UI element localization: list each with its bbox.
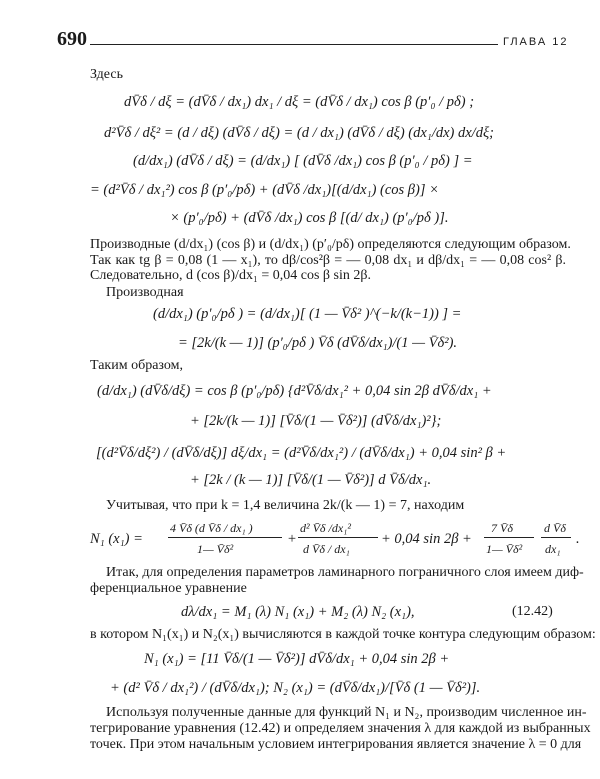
paragraph-4: Учитывая, что при k = 1,4 величина 2k/(k — 1) = 7, находим xyxy=(106,498,465,513)
fraction-3-denominator: 1— V̄δ² xyxy=(486,542,523,556)
paragraph-1-line-1: Производные (d/dx₁) (cos β) и (d/dx₁) (p′₀/pδ) определяются следующим образом. xyxy=(90,237,571,252)
paragraph-3: Таким образом, xyxy=(90,358,183,373)
equation-12-period: . xyxy=(576,531,580,547)
equation-15: + (d² V̄δ / dx₁²) / (dV̄δ/dx₁); N₂ (x₁) = (dV̄δ/dx₁)/[V̄δ (1 — V̄δ²)]. xyxy=(110,680,481,696)
paragraph-1-line-2: Так как tg β = 0,08 (1 — x₁), то dβ/cos²β = — 0,08 dx₁ и dβ/dx₁ = — 0,08 cos² β. xyxy=(90,253,566,268)
equation-2: d²V̄δ / dξ² = (d / dξ) (dV̄δ / dξ) = (d / dx₁) (dV̄δ / dξ) (dx₁/dx) dx/dξ; xyxy=(104,125,494,141)
fraction-2-denominator: d V̄δ / dx₁ xyxy=(303,542,350,556)
fraction-1-bar xyxy=(168,537,282,538)
equation-1: dV̄δ / dξ = (dV̄δ / dx₁) dx₁ / dξ = (dV̄δ / dx₁) cos β (p′₀ / pδ) ; xyxy=(124,94,475,110)
page-header xyxy=(0,0,600,60)
paragraph-2: Производная xyxy=(106,285,184,300)
paragraph-7-line-2: тегрирование уравнения (12.42) и определяем значения λ для каждой из выбранных xyxy=(90,721,591,736)
fraction-2-bar xyxy=(298,537,378,538)
plus-sign: + xyxy=(287,531,297,547)
paragraph-7-line-1: Используя полученные данные для функций N₁ и N₂, производим численное ин- xyxy=(106,705,587,720)
fraction-3-numerator: 7 V̄δ xyxy=(491,521,513,535)
equation-number: (12.42) xyxy=(512,604,553,619)
equation-12-middle: + 0,04 sin 2β + xyxy=(381,531,472,547)
equation-11: + [2k / (k — 1)] [V̄δ/(1 — V̄δ²)] d V̄δ/dx₁. xyxy=(190,472,432,488)
paragraph-6: в котором N₁(x₁) и N₂(x₁) вычисляются в каждой точке контура следующим образом: xyxy=(90,627,596,642)
fraction-1-denominator: 1— V̄δ² xyxy=(197,542,234,556)
equation-14: N₁ (x₁) = [11 V̄δ/(1 — V̄δ²)] dV̄δ/dx₁ + 0,04 sin 2β + xyxy=(144,651,450,667)
equation-13: dλ/dx₁ = M₁ (λ) N₁ (x₁) + M₂ (λ) N₂ (x₁), xyxy=(181,604,415,620)
fraction-4-denominator: dx₁ xyxy=(545,542,561,556)
page-number: 690 xyxy=(57,28,87,50)
header-rule xyxy=(90,44,498,45)
paragraph-7-line-3: точек. При этом начальным условием интегрирования является значение λ = 0 для xyxy=(90,737,582,752)
fraction-1-numerator: 4 V̄δ (d V̄δ / dx₁ ) xyxy=(170,521,253,535)
equation-10: [(d²V̄δ/dξ²) / (dV̄δ/dξ)] dξ/dx₁ = (d²V̄δ/dx₁²) / (dV̄δ/dx₁) + 0,04 sin² β + xyxy=(96,445,507,461)
paragraph-1-line-3: Следовательно, d (cos β)/dx₁ = 0,04 cos β sin 2β. xyxy=(90,268,371,283)
equation-9: + [2k/(k — 1)] [V̄δ/(1 — V̄δ²)] (dV̄δ/dx₁)²}; xyxy=(190,413,442,429)
paragraph-5-line-2: ференциальное уравнение xyxy=(90,581,247,596)
fraction-4-bar xyxy=(541,537,571,538)
equation-12-lhs: N₁ (x₁) = xyxy=(90,531,143,547)
fraction-2-numerator: d² V̄δ /dx₁² xyxy=(300,521,351,535)
equation-5: × (p′₀/pδ) + (dV̄δ /dx₁) cos β [(d/ dx₁) (p′₀/pδ )]. xyxy=(170,210,449,226)
equation-3: (d/dx₁) (dV̄δ / dξ) = (d/dx₁) [ (dV̄δ /dx₁) cos β (p′₀ / pδ) ] = xyxy=(133,153,473,169)
fraction-3-bar xyxy=(484,537,534,538)
equation-4: = (d²V̄δ / dx₁²) cos β (p′₀/pδ) + (dV̄δ /dx₁)[(d/dx₁) (cos β)] × xyxy=(90,182,439,198)
equation-6: (d/dx₁) (p′₀/pδ ) = (d/dx₁)[ (1 — V̄δ² )^(−k/(k−1)) ] = xyxy=(153,306,462,322)
equation-8: (d/dx₁) (dV̄δ/dξ) = cos β (p′₀/pδ) {d²V̄δ/dx₁² + 0,04 sin 2β dV̄δ/dx₁ + xyxy=(97,383,492,399)
equation-7: = [2k/(k — 1)] (p′₀/pδ ) V̄δ (dV̄δ/dx₁)/(1 — V̄δ²). xyxy=(178,335,458,351)
intro-word: Здесь xyxy=(90,67,123,82)
paragraph-5-line-1: Итак, для определения параметров ламинарного пограничного слоя имеем диф- xyxy=(106,565,584,580)
fraction-4-numerator: d V̄δ xyxy=(544,521,566,535)
chapter-title: ГЛАВА 12 xyxy=(503,36,569,48)
